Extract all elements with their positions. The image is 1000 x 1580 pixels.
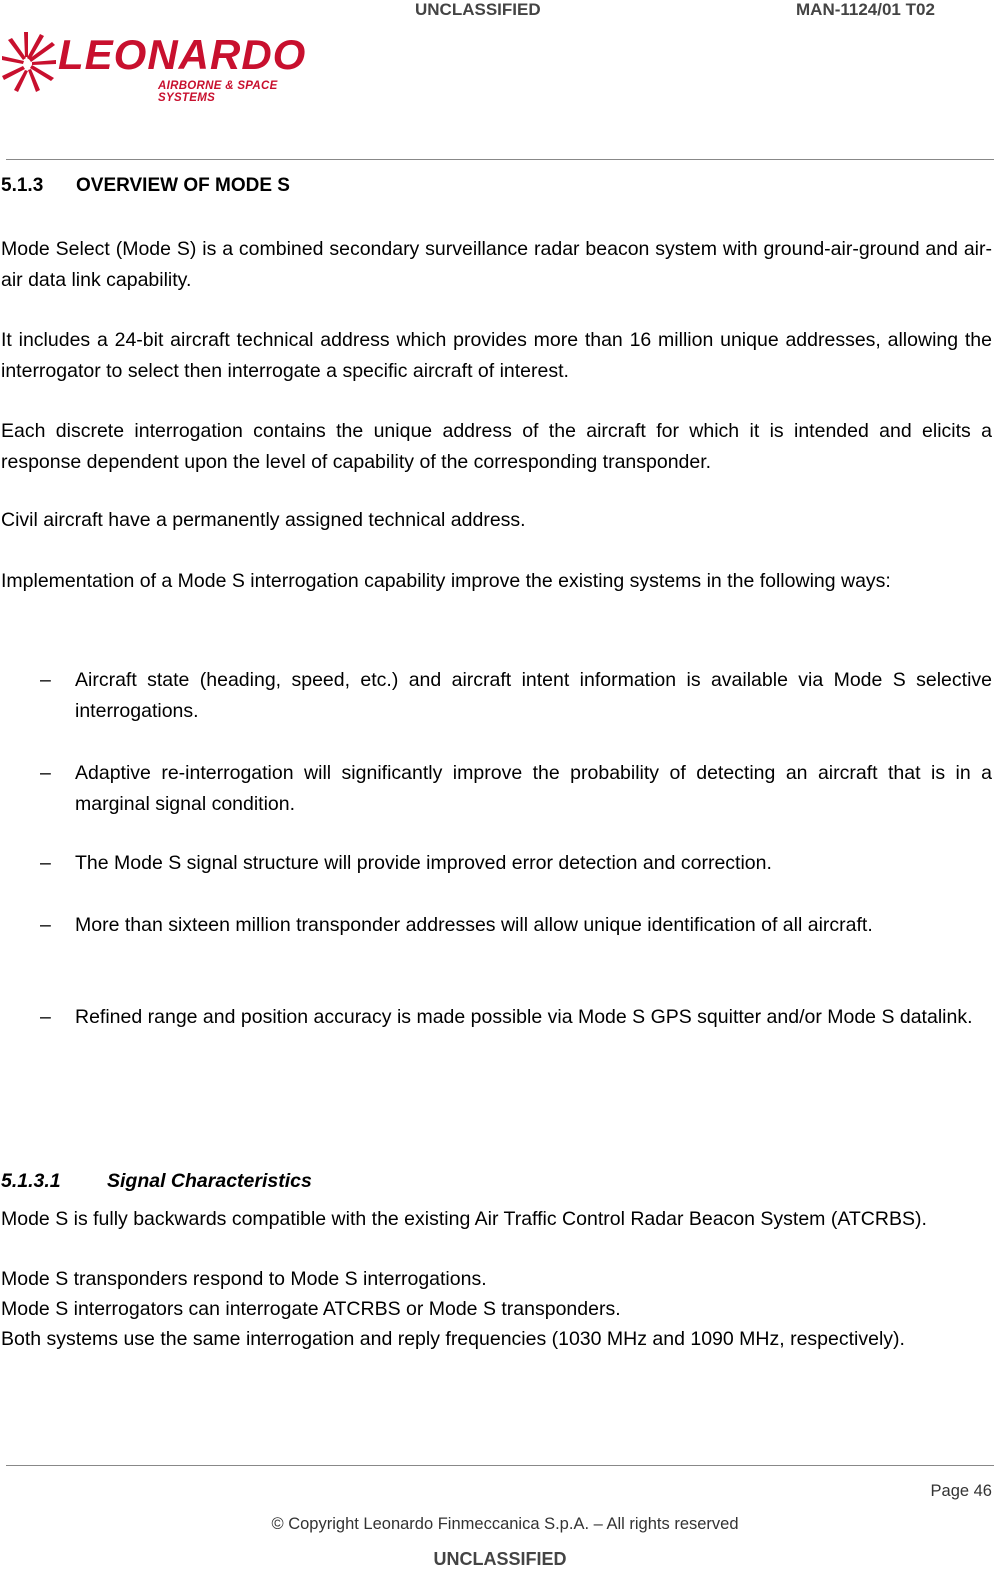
- subsection-title: Signal Characteristics: [107, 1170, 312, 1192]
- logo-wordmark: LEONARDO: [58, 31, 307, 78]
- paragraph: Civil aircraft have a permanently assigned technical address.: [1, 509, 526, 531]
- leonardo-logo: [0, 30, 330, 102]
- copyright-notice: © Copyright Leonardo Finmeccanica S.p.A. – All rights reserved: [271, 1515, 739, 1533]
- page-number: Page 46: [930, 1482, 992, 1500]
- footer-divider: [6, 1465, 994, 1466]
- paragraph: Each discrete interrogation contains the unique address of the aircraft for which it is intended and elicits a response dependent upon the level of capability of the corresponding transponder.: [1, 420, 992, 473]
- list-item: Adaptive re-interrogation will significantly improve the probability of detecting an aircraft that is in a marginal signal condition.: [75, 762, 992, 815]
- list-item: Refined range and position accuracy is made possible via Mode S GPS squitter and/or Mode S datalink.: [75, 1006, 973, 1028]
- section-title: OVERVIEW OF MODE S: [76, 175, 290, 196]
- section-number: 5.1.3: [1, 175, 44, 196]
- paragraph: Implementation of a Mode S interrogation capability improve the existing systems in the following ways:: [1, 570, 891, 592]
- bullet-dash: –: [40, 669, 51, 691]
- paragraph: Mode Select (Mode S) is a combined secondary surveillance radar beacon system with ground-air-ground and air-air data link capability.: [1, 238, 992, 291]
- bullet-dash: –: [40, 852, 51, 874]
- bullet-dash: –: [40, 914, 51, 936]
- starburst-icon: [0, 30, 58, 102]
- subsection-line: Both systems use the same interrogation and reply frequencies (1030 MHz and 1090 MHz, respectively).: [1, 1328, 905, 1350]
- bullet-dash: –: [40, 762, 51, 784]
- paragraph: It includes a 24-bit aircraft technical address which provides more than 16 million unique addresses, allowing the interrogator to select then interrogate a specific aircraft of interest.: [1, 329, 992, 382]
- document-id: MAN-1124/01 T02: [796, 0, 935, 19]
- subsection-line: Mode S transponders respond to Mode S interrogations.: [1, 1268, 487, 1290]
- header-divider: [6, 159, 994, 160]
- header-classification: UNCLASSIFIED: [415, 0, 541, 19]
- list-item: Aircraft state (heading, speed, etc.) and aircraft intent information is available via Mode S selective interrogations.: [75, 669, 992, 722]
- list-item: More than sixteen million transponder addresses will allow unique identification of all aircraft.: [75, 914, 873, 936]
- subsection-line: Mode S is fully backwards compatible with the existing Air Traffic Control Radar Beacon System (ATCRBS).: [1, 1208, 927, 1230]
- footer-classification: UNCLASSIFIED: [433, 1549, 567, 1569]
- subsection-number: 5.1.3.1: [1, 1170, 61, 1192]
- bullet-dash: –: [40, 1006, 51, 1028]
- list-item: The Mode S signal structure will provide improved error detection and correction.: [75, 852, 772, 874]
- logo-tagline: AIRBORNE & SPACE SYSTEMS: [158, 80, 278, 104]
- subsection-line: Mode S interrogators can interrogate ATCRBS or Mode S transponders.: [1, 1298, 621, 1320]
